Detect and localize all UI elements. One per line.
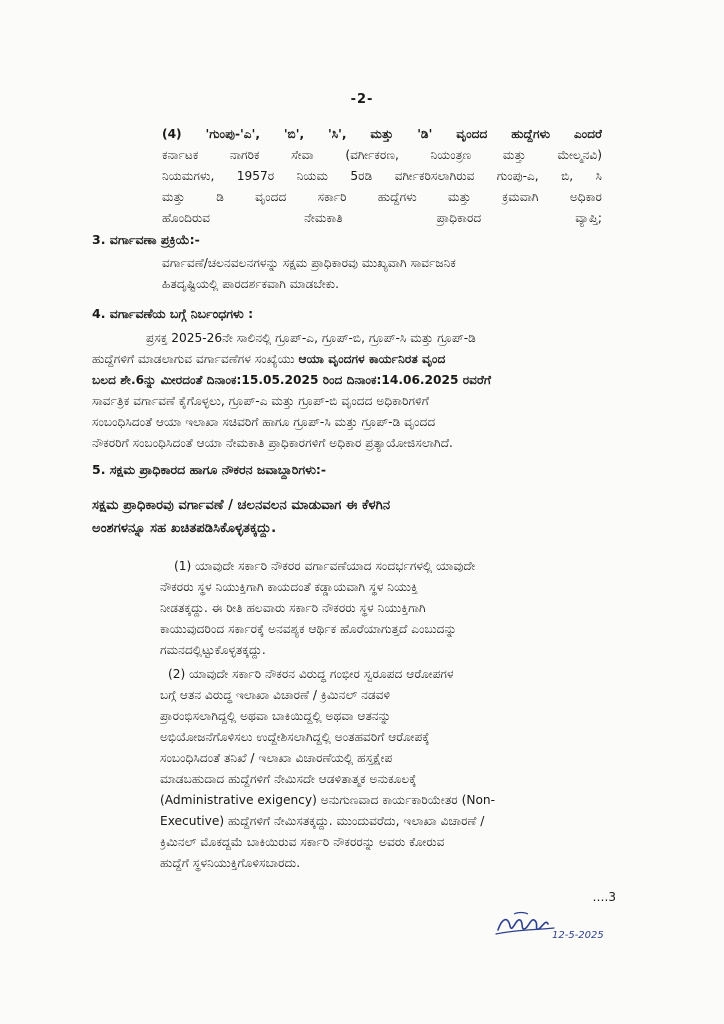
item-2-line: ಸಂಬಂಧಿಸಿದಂತೆ ತನಿಖೆ / ಇಲಾಖಾ ವಿಚಾರಣೆಯಲ್ಲಿ ಹಸ್ತಕ್ಷೇಪ (160, 751, 393, 765)
section-4-body (92, 328, 602, 454)
section-5-intro-line: ಸಕ್ಷಮ ಪ್ರಾಧಿಕಾರವು ವರ್ಗಾವಣೆ / ಚಲನವಲನ ಮಾಡುವಾಗ ಈ ಕೆಳಗಿನ (92, 498, 391, 513)
handwritten-signature (494, 908, 624, 942)
section-4-line-2a: ಹುದ್ದೆಗಳಿಗೆ ಮಾಡಲಾಗುವ ವರ್ಗಾವಣೆಗಳ ಸಂಖ್ಯೆಯು (92, 352, 299, 366)
section-3-line: ವರ್ಗಾವಣೆ/ಚಲನವಲನಗಳನ್ನು ಸಕ್ಷಮ ಪ್ರಾಧಿಕಾರವು ಮುಖ್ಯವಾಗಿ ಸಾರ್ವಜನಿಕ (162, 256, 456, 270)
section-5-intro (92, 494, 604, 540)
para-4-line: ಮತ್ತು ಡಿ ವೃಂದದ ಸರ್ಕಾರಿ ಹುದ್ದೆಗಳು ಮತ್ತು ಕ್ರಮವಾಗಿ ಅಧಿಕಾರ (162, 190, 602, 204)
item-2-line: ಮಾಡಬಹುದಾದ ಹುದ್ದೆಗಳಿಗೆ ನೇಮಿಸದೇ ಆಡಳಿತಾತ್ಮಕ ಅನುಕೂಲಕ್ಕೆ (160, 772, 417, 786)
section-4-line: ನೌಕರರಿಗೆ ಸಂಬಂಧಿಸಿದಂತೆ ಆಯಾ ನೇಮಕಾತಿ ಪ್ರಾಧಿಕಾರಗಳಿಗೆ ಅಧಿಕಾರ ಪ್ರತ್ಯಾಯೋಜಿಸಲಾಗಿದೆ. (92, 436, 453, 450)
item-2-line: ಪ್ರಾರಂಭಿಸಲಾಗಿದ್ದಲ್ಲಿ ಅಥವಾ ಬಾಕಿಯಿದ್ದಲ್ಲಿ ಅಥವಾ ಆತನನ್ನು (160, 709, 391, 723)
section-4-heading: 4. ವರ್ಗಾವಣೆಯ ಬಗ್ಗೆ ನಿರ್ಬಂಧಗಳು : (92, 306, 254, 321)
item-2-line: ಹುದ್ದೆಗೆ ಸ್ಥಳನಿಯುಕ್ತಿಗೊಳಿಸಬಾರದು. (160, 856, 301, 870)
section-3-body (162, 253, 602, 295)
item-2-line: (Administrative exigency) ಅನುಗುಣವಾದ ಕಾರ್ಯಕಾರಿಯೇತರ (Non- (160, 793, 496, 807)
section-4-line-2b: ಆಯಾ ವೃಂದಗಳ ಕಾರ್ಯನಿರತ ವೃಂದ (298, 352, 446, 366)
para-4-line: ಕರ್ನಾಟಕ ನಾಗರಿಕ ಸೇವಾ (ವರ್ಗೀಕರಣ, ನಿಯಂತ್ರಣ ಮತ್ತು ಮೇಲ್ಮನವಿ) (162, 148, 602, 162)
section-4-line: ಸಾರ್ವತ್ರಿಕ ವರ್ಗಾವಣೆ ಕೈಗೊಳ್ಳಲು, ಗ್ರೂಪ್-ಎ ಮತ್ತು ಗ್ರೂಪ್-ಬಿ ವೃಂದದ ಅಧಿಕಾರಿಗಳಿಗೆ (92, 394, 429, 408)
item-1-line: (1) ಯಾವುದೇ ಸರ್ಕಾರಿ ನೌಕರರ ವರ್ಗಾವಣೆಯಾದ ಸಂದರ್ಭಗಳಲ್ಲಿ ಯಾವುದೇ (174, 559, 476, 573)
section-4-line: ಸಂಬಂಧಿಸಿದಂತೆ ಆಯಾ ಇಲಾಖಾ ಸಚಿವರಿಗೆ ಹಾಗೂ ಗ್ರೂಪ್-ಸಿ ಮತ್ತು ಗ್ರೂಪ್-ಡಿ ವೃಂದದ (92, 415, 436, 429)
section-3-heading: 3. ವರ್ಗಾವಣಾ ಪ್ರಕ್ರಿಯೆ:- (92, 232, 200, 247)
section-5-item-1 (160, 556, 602, 661)
item-1-line: ಕಾಯುವುದರಿಂದ ಸರ್ಕಾರಕ್ಕೆ ಅನವಶ್ಯಕ ಆರ್ಥಿಕ ಹೊರೆಯಾಗುತ್ತದೆ ಎಂಬುದನ್ನು (160, 622, 457, 636)
item-2-line: ಕ್ರಿಮಿನಲ್ ಮೊಕದ್ದಮೆ ಬಾಕಿಯಿರುವ ಸರ್ಕಾರಿ ನೌಕರರನ್ನು ಅವರು ಕೋರುವ (160, 835, 445, 849)
section-4-line (92, 349, 602, 370)
section-5-item-2 (160, 664, 602, 874)
signature-scribble-icon (494, 908, 624, 942)
para-4-line: ಹೊಂದಿರುವ ನೇಮಕಾತಿ ಪ್ರಾಧಿಕಾರದ ವ್ಯಾಪ್ತಿ; (162, 211, 602, 225)
item-1-line: ನೌಕರರು ಸ್ಥಳ ನಿಯುಕ್ತಿಗಾಗಿ ಕಾಯದಂತೆ ಕಡ್ಡಾಯವಾಗಿ ಸ್ಥಳ ನಿಯುಕ್ತಿ (160, 580, 418, 594)
item-2-line: (2) ಯಾವುದೇ ಸರ್ಕಾರಿ ನೌಕರನ ವಿರುದ್ಧ ಗಂಭೀರ ಸ್ವರೂಪದ ಆರೋಪಗಳ (168, 667, 454, 681)
item-2-line: ಅಭಿಯೋಜನೆಗೊಳಿಸಲು ಉದ್ದೇಶಿಸಲಾಗಿದ್ದಲ್ಲಿ ಅಂತಹವರಿಗೆ ಆರೋಪಕ್ಕೆ (160, 730, 430, 744)
continuation-marker: ….3 (592, 890, 616, 904)
section-4-line: ಬಲದ ಶೇ.6ನ್ನು ಮೀರದಂತೆ ದಿನಾಂಕ:15.05.2025 ರಿಂದ ದಿನಾಂಕ:14.06.2025 ರವರೆಗೆ (92, 373, 492, 387)
para-4-line: ನಿಯಮಗಳು, 1957ರ ನಿಯಮ 5ರಡಿ ವರ್ಗೀಕರಿಸಲಾಗಿರುವ ಗುಂಪು-ಎ, ಬಿ, ಸಿ (162, 169, 602, 183)
item-2-line: ಬಗ್ಗೆ ಆತನ ವಿರುದ್ಧ ಇಲಾಖಾ ವಿಚಾರಣೆ / ಕ್ರಿಮಿನಲ್ ನಡವಳಿ (160, 688, 391, 702)
para-4 (162, 124, 602, 229)
item-1-line: ಗಮನದಲ್ಲಿಟ್ಟುಕೊಳ್ಳತಕ್ಕದ್ದು. (160, 643, 266, 657)
section-5-heading: 5. ಸಕ್ಷಮ ಪ್ರಾಧಿಕಾರದ ಹಾಗೂ ನೌಕರನ ಜವಾಬ್ದಾರಿಗಳು:- (92, 462, 327, 477)
section-5-intro-line: ಅಂಶಗಳನ್ನೂ ಸಹ ಖಚಿತಪಡಿಸಿಕೊಳ್ಳತಕ್ಕದ್ದು. (92, 521, 277, 536)
section-4-line: ಪ್ರಸಕ್ತ 2025-26ನೇ ಸಾಲಿನಲ್ಲಿ ಗ್ರೂಪ್-ಎ, ಗ್ರೂಪ್-ಬಿ, ಗ್ರೂಪ್-ಸಿ ಮತ್ತು ಗ್ರೂಪ್-ಡಿ (146, 331, 476, 345)
para-4-line: (4) 'ಗುಂಪು-'ಎ', 'ಬಿ', 'ಸಿ', ಮತ್ತು 'ಡಿ' ವೃಂದದ ಹುದ್ದೆಗಳು ಎಂದರೆ (162, 127, 602, 141)
signature-date: 12-5-2025 (552, 930, 604, 941)
item-1-line: ನೀಡತಕ್ಕದ್ದು. ಈ ರೀತಿ ಹಲವಾರು ಸರ್ಕಾರಿ ನೌಕರರು ಸ್ಥಳ ನಿಯುಕ್ತಿಗಾಗಿ (160, 601, 426, 615)
section-3-line: ಹಿತದೃಷ್ಟಿಯಲ್ಲಿ ಪಾರದರ್ಶಕವಾಗಿ ಮಾಡಬೇಕು. (162, 277, 340, 291)
page-number: -2- (350, 92, 374, 107)
item-2-line: Executive) ಹುದ್ದೆಗಳಿಗೆ ನೇಮಿಸತಕ್ಕದ್ದು. ಮುಂದುವರೆದು, ಇಲಾಖಾ ವಿಚಾರಣೆ / (160, 814, 485, 828)
